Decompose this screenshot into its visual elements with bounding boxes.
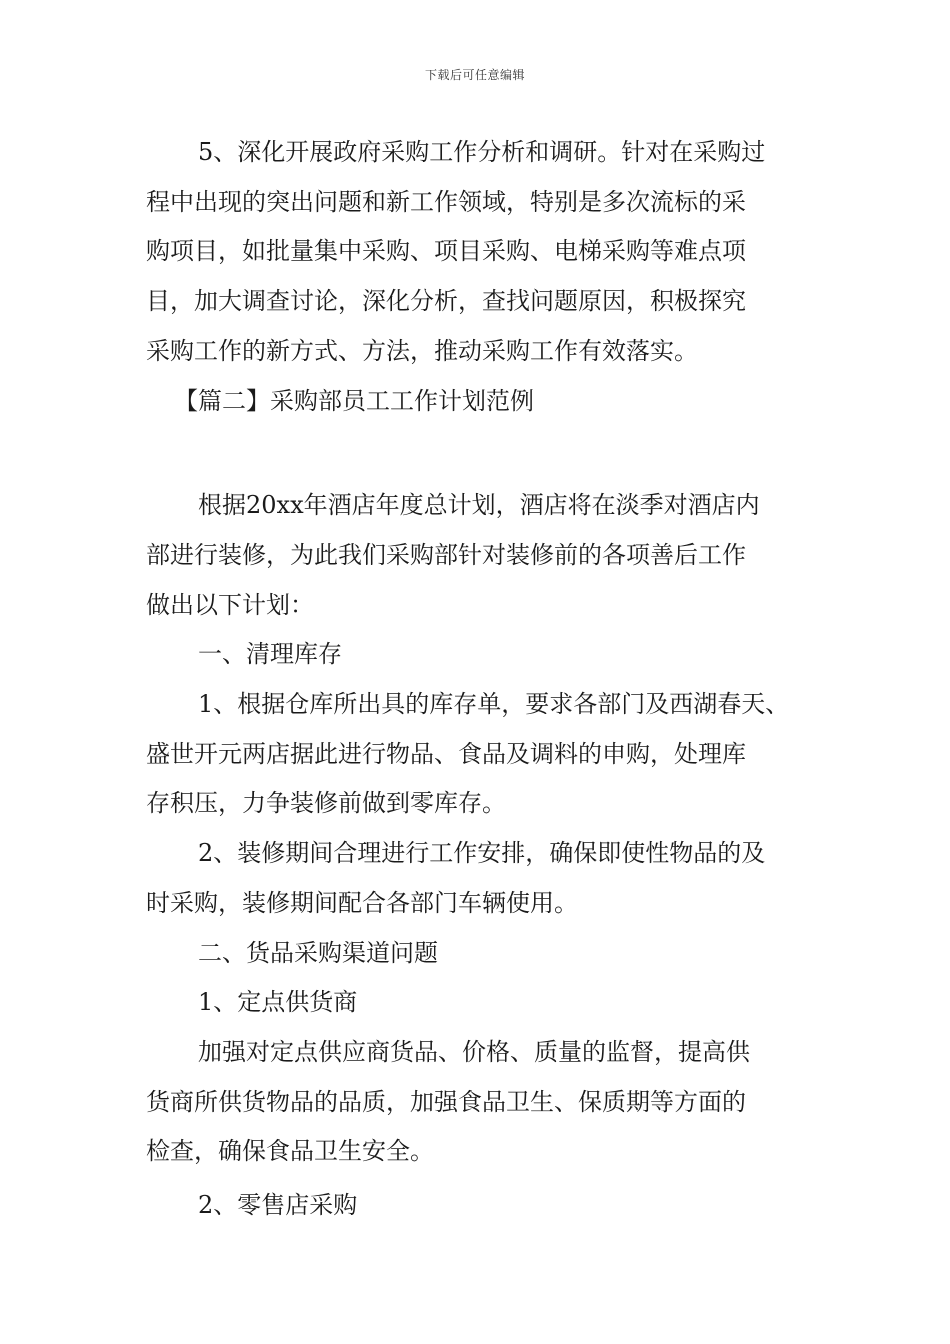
text-line: 1、根据仓库所出具的库存单，要求各部门及西湖春天、: [198, 690, 790, 719]
text-line: 加强对定点供应商货品、价格、质量的监督，提高供: [198, 1037, 750, 1066]
text-line: 部进行装修，为此我们采购部针对装修前的各项善后工作: [146, 540, 746, 569]
spacer: [146, 426, 826, 481]
text-line: 存积压，力争装修前做到零库存。: [146, 789, 506, 818]
text-line: 根据20xx年酒店年度总计划，酒店将在淡季对酒店内: [198, 491, 760, 520]
text-line: 货商所供货物品的品质，加强食品卫生、保质期等方面的: [146, 1087, 746, 1116]
paragraph: [146, 481, 826, 630]
page-header: 下载后可任意编辑: [424, 68, 525, 82]
paragraph: [146, 680, 826, 829]
text-line: 盛世开元两店据此进行物品、食品及调料的申购，处理库: [146, 739, 746, 768]
heading-line: 2、零售店采购: [198, 1191, 358, 1220]
text-line: 做出以下计划：: [146, 590, 314, 619]
heading: [146, 929, 826, 979]
text-line: 目，加大调查讨论，深化分析，查找问题原因，积极探究: [146, 287, 746, 316]
text-line: 5、深化开展政府采购工作分析和调研。针对在采购过: [198, 138, 766, 166]
text-line: 采购工作的新方式、方法，推动采购工作有效落实。: [146, 336, 698, 365]
paragraph: [146, 1028, 826, 1177]
heading: [146, 978, 826, 1028]
section-title: [146, 377, 826, 427]
text-line: 购项目，如批量集中采购、项目采购、电梯采购等难点项: [146, 237, 746, 266]
heading-line: 一、清理库存: [198, 640, 342, 669]
text-line: 程中出现的突出问题和新工作领域，特别是多次流标的采: [146, 187, 746, 216]
text-line: 2、装修期间合理进行工作安排，确保即使性物品的及: [198, 839, 766, 868]
heading: [146, 630, 826, 680]
paragraph: [146, 128, 826, 377]
text-line: 检查，确保食品卫生安全。: [146, 1137, 434, 1166]
text-line: 时采购，装修期间配合各部门车辆使用。: [146, 888, 578, 917]
title-line: 【篇二】采购部员工工作计划范例: [174, 386, 534, 415]
heading-line: 二、货品采购渠道问题: [198, 938, 438, 967]
paragraph: [146, 829, 826, 928]
heading-line: 1、定点供货商: [198, 988, 358, 1017]
document-body: [146, 128, 826, 1231]
heading: [146, 1181, 826, 1231]
